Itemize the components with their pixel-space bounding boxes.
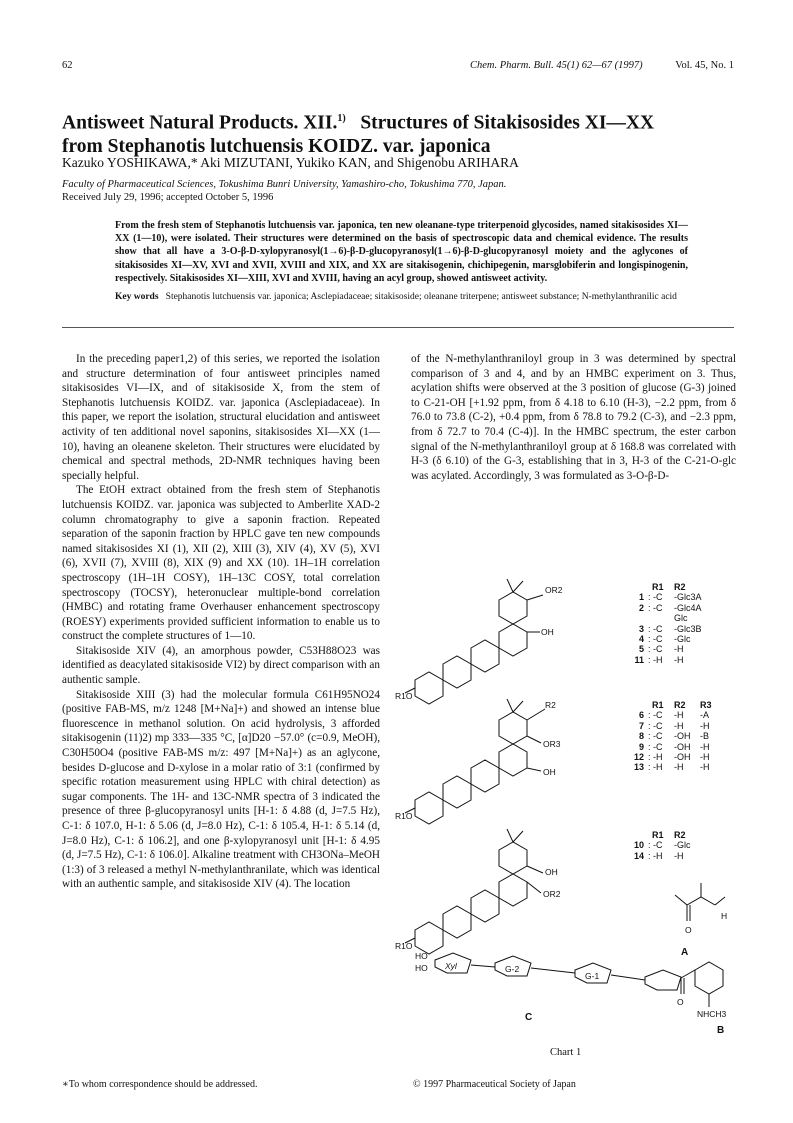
table-cell: : -C <box>648 710 663 721</box>
label-ho-2: HO <box>415 963 428 973</box>
header-r2: R2 <box>674 830 686 840</box>
table-row <box>618 840 714 850</box>
title-line1-rest: Structures of Sitakisosides XI—XX <box>360 112 655 134</box>
label-xyl: Xyl <box>445 961 457 971</box>
title-line2: from Stephanotis lutchuensis KOIDZ. var. japonica <box>62 135 491 157</box>
structure-2-skeleton <box>405 699 545 824</box>
sugar-chain-c-skeleton <box>435 953 681 990</box>
header-r2: R2 <box>674 582 686 592</box>
substituent-table-2 <box>618 700 730 773</box>
table-cell: Glc <box>674 613 688 624</box>
table-cell: 10 <box>633 840 644 851</box>
table-cell: : -H <box>648 752 663 763</box>
table-row <box>618 592 724 602</box>
label-structure-b: B <box>717 1025 725 1036</box>
table-cell: 12 <box>633 752 644 763</box>
table-cell: : -C <box>648 644 663 655</box>
label-nhch3: NHCH3 <box>697 1009 727 1019</box>
article-title <box>62 107 742 158</box>
header-r3: R3 <box>700 700 712 710</box>
table-row <box>618 731 730 741</box>
table-cell: -H <box>674 644 684 655</box>
table-row <box>618 613 724 623</box>
table-cell: -Glc <box>674 840 691 851</box>
paragraph: The EtOH extract obtained from the fresh stem of Stephanotis lutchuensis KOIDZ. var. japonica was subjected to Amberlite XAD-2 column chromatography to give a saponin fraction. Repeated separation of the saponin fraction by HPLC gave ten new compounds named sitakisosides XI (1), XII (2), XIII (3), XIV (4), XV (5), XVI (6), XVII (7), XVIII (8), XIX (9) and XX (10). 1H–1H correlation spectroscopy (1H–1H COSY), 1H–13C COSY, total correlation spectroscopy (TOCSY), heteronuclear multiple-bond correlation (HMBC) and rotating frame Overhauser enhancement spectroscopy (ROESY) experiments provided sufficient information to enable us to construct the complete structures of 1—10. <box>62 484 380 643</box>
label-r1o-3: R1O <box>395 941 413 951</box>
table-cell: -H <box>700 741 710 752</box>
label-ho: HO <box>415 951 428 961</box>
label-h: H <box>721 911 728 921</box>
table-cell: -H <box>700 762 710 773</box>
label-structure-c: C <box>525 1012 533 1023</box>
correspondence-footnote: ∗To whom correspondence should be addressed. <box>62 1079 258 1090</box>
table-cell: -A <box>700 710 709 721</box>
label-r1o: R1O <box>395 691 413 701</box>
table-cell: -H <box>700 752 710 763</box>
table-cell: 9 <box>638 741 644 752</box>
table-cell: 14 <box>633 850 644 861</box>
table-cell: -Glc <box>674 634 691 645</box>
label-or3: OR3 <box>543 739 561 749</box>
table-cell: 8 <box>638 731 644 742</box>
substituent-table-3 <box>618 830 714 861</box>
table-cell: 2 <box>638 602 644 613</box>
table-cell: : -H <box>648 654 663 665</box>
title-line1: Antisweet Natural Products. XII. <box>62 112 338 134</box>
volume-issue: Vol. 45, No. 1 <box>675 60 734 71</box>
table-row <box>618 752 730 762</box>
table-cell: -OH <box>674 741 691 752</box>
label-oh: OH <box>541 627 554 637</box>
table-row <box>618 603 724 613</box>
table-cell: : -C <box>648 623 663 634</box>
table-cell: -H <box>674 710 684 721</box>
table-cell: -B <box>700 731 709 742</box>
table-cell: : -C <box>648 602 663 613</box>
page-number: 62 <box>62 60 73 71</box>
chart-caption: Chart 1 <box>550 1047 582 1058</box>
label-or2: OR2 <box>545 585 563 595</box>
table-row <box>618 710 730 720</box>
copyright-notice: © 1997 Pharmaceutical Society of Japan <box>413 1079 576 1090</box>
paragraph: Sitakisoside XIV (4), an amorphous powder, C53H88O23 was identified as deacylated sitakisoside VI2) by direct comparison with an authentic sample. <box>62 644 380 687</box>
structure-3-skeleton <box>405 829 543 954</box>
table-cell: -H <box>674 850 684 861</box>
header-r1: R1 <box>652 700 664 710</box>
table-cell: 6 <box>638 710 644 721</box>
table-cell: 5 <box>638 644 644 655</box>
table-cell: 1 <box>638 592 644 603</box>
table-cell: 4 <box>638 634 644 645</box>
divider <box>62 327 734 328</box>
header-r1: R1 <box>652 582 664 592</box>
label-o: O <box>685 925 692 935</box>
substituent-table-1 <box>618 582 724 665</box>
table-cell: -H <box>674 762 684 773</box>
table-row <box>618 851 714 861</box>
table-cell: : -H <box>648 762 663 773</box>
paragraph: of the N-methylanthraniloyl group in 3 was determined by spectral comparison of 3 and 4, and by an HMBC experiment on 3. Thus, acylation shifts were observed at the 3 position of glucose (G-3) joined to C-21-OH [+1.92 ppm, from δ 4.18 to 6.10 (H-3), −2.2 ppm, from δ 76.0 to 73.8 (C-2), +0.4 ppm, from δ 78.8 to 79.2 (C-3), and −2.3 ppm, from δ 72.7 to 70.4 (C-4)]. In the HMBC spectrum, the ester carbon signal of the N-methylanthraniloyl group at δ 168.8 was correlated with H-3 (δ 6.10) of the G-3, establishing that in 3, H-3 of the C-21-O-glc was acylated. Accordingly, 3 was formulated as 3-O-β-D- <box>411 353 736 482</box>
label-g1: G-1 <box>585 971 600 981</box>
journal-citation: Chem. Pharm. Bull. 45(1) 62—67 (1997) <box>470 60 643 71</box>
label-oh-2: OH <box>543 767 556 777</box>
table-cell: : -C <box>648 592 663 603</box>
table-cell: -OH <box>674 731 691 742</box>
received-dates: Received July 29, 1996; accepted October 5, 1996 <box>62 192 274 203</box>
label-r1o-2: R1O <box>395 811 413 821</box>
table-cell: -Glc3B <box>674 623 702 634</box>
table-row <box>618 655 724 665</box>
table-cell: : -C <box>648 720 663 731</box>
table-cell: : -C <box>648 741 663 752</box>
keywords <box>62 291 688 304</box>
paragraph: In the preceding paper1,2) of this series, we reported the isolation and structure determination of four antisweet principles named sitakisosides VI—IX, and of sitakisoside X, from the stem of Stephanotis lutchuensis KOIDZ. var. japonica (Asclepiadaceae). In this paper, we report the isolation, structural elucidation and antisweet activity of ten additional novel saponins, sitakisosides XI—XX (1—10), having an oleanene skeleton. Their structures were elucidated by chemical and spectral methods, 2D-NMR techniques having been specially helpful. <box>62 353 380 482</box>
label-o-b: O <box>677 997 684 1007</box>
body-column-left <box>62 352 380 1062</box>
table-cell: : -C <box>648 634 663 645</box>
table-cell: : -C <box>648 731 663 742</box>
table-row <box>618 721 730 731</box>
table-row <box>618 634 724 644</box>
table-cell: -H <box>674 720 684 731</box>
table-row <box>618 742 730 752</box>
keywords-label: Key words <box>115 292 159 302</box>
table-cell: -H <box>700 720 710 731</box>
author-list: Kazuko YOSHIKAWA,* Aki MIZUTANI, Yukiko KAN, and Shigenobu ARIHARA <box>62 155 519 170</box>
table-cell: 13 <box>633 762 644 773</box>
label-r2: R2 <box>545 700 556 710</box>
table-cell: 7 <box>638 720 644 731</box>
substituent-a-skeleton <box>675 883 728 921</box>
table-cell: -Glc3A <box>674 592 702 603</box>
body-column-right <box>411 352 736 570</box>
label-oh-3: OH <box>545 867 558 877</box>
label-g2: G-2 <box>505 964 520 974</box>
running-header <box>62 60 734 74</box>
table-cell: : -H <box>648 850 663 861</box>
label-structure-a: A <box>681 947 689 958</box>
affiliation: Faculty of Pharmaceutical Sciences, Tokushima Bunri University, Yamashiro-cho, Tokushima 770, Japan. <box>62 179 507 190</box>
table-cell: 3 <box>638 623 644 634</box>
title-footnote-ref: 1) <box>337 113 346 124</box>
table-cell: -H <box>674 654 684 665</box>
table-cell: -OH <box>674 752 691 763</box>
table-cell: -Glc4A <box>674 602 702 613</box>
keywords-text: Stephanotis lutchuensis var. japonica; Asclepiadaceae; sitakisoside; oleanane triterpene; antisweet substance; N-methylanthranilic acid <box>165 292 677 302</box>
label-or2-2: OR2 <box>543 889 561 899</box>
table-row <box>618 644 724 654</box>
abstract: From the fresh stem of Stephanotis lutchuensis var. japonica, ten new oleanane-type triterpenoid glycosides, named sitakisosides XI—XX (1—10), were isolated. Their structures were determined on the basis of spectroscopic data and chemical evidence. The results show that all have a 3-O-β-D-xylopyranosyl(1→6)-β-D-glucopyranosyl(1→6)-β-D-glucopyranosyl moiety and the aglycones of sitakisosides XI—XV, XVI and XVII, XVIII and XIX, and XX are sitakisogenin, chichipegenin, marsglobiferin and longispinogenin, respectively. Sitakisosides XI—XIII, XVI and XVIII, having an acyl group, showed antisweet activity. <box>115 220 688 284</box>
paragraph: Sitakisoside XIII (3) had the molecular formula C61H95NO24 (positive FAB-MS, m/z 1248 [M+Na]+) and showed an intense blue fluorescence in methanol solution. On acid hydrolysis, 3 afforded sitakisogenin (11)2) mp 333—335 °C, [α]D20 −57.0° (c=0.9, MeOH), C30H50O4 (positive FAB-MS m/z: 497 [M+Na]+) as an aglycone, besides D-glucose and D-xylose in a molar ratio of 3:1 (confirmed by specific rotation measurement using HPLC with chiral detection) as sugar components. The 1H- and 13C-NMR spectra of 3 indicated the presence of three β-glucopyranosyl units [H-1: δ 4.88 (d, J=7.5 Hz), C-1: δ 107.0, H-1: δ 5.06 (d, J=8.0 Hz), C-1: δ 105.4, H-1: δ 5.14 (d, J=8.0 Hz), C-1: δ 106.2], and one β-xylopyranosyl unit [H-1: δ 4.95 (d, J=7.5 Hz), C-1: δ 106.0]. Alkaline treatment with CH3ONa–MeOH (1:3) of 3 released a methyl N-methylanthranilate, which was identical with an authentic sample, and sitakisoside XIV (4). The location <box>62 688 380 891</box>
table-row <box>618 762 730 772</box>
table-cell: : -C <box>648 840 663 851</box>
table-cell: 11 <box>634 654 644 665</box>
header-r2: R2 <box>674 700 686 710</box>
structure-1-skeleton <box>405 579 543 704</box>
substituent-b-skeleton <box>681 962 723 1007</box>
table-row <box>618 624 724 634</box>
header-r1: R1 <box>652 830 664 840</box>
